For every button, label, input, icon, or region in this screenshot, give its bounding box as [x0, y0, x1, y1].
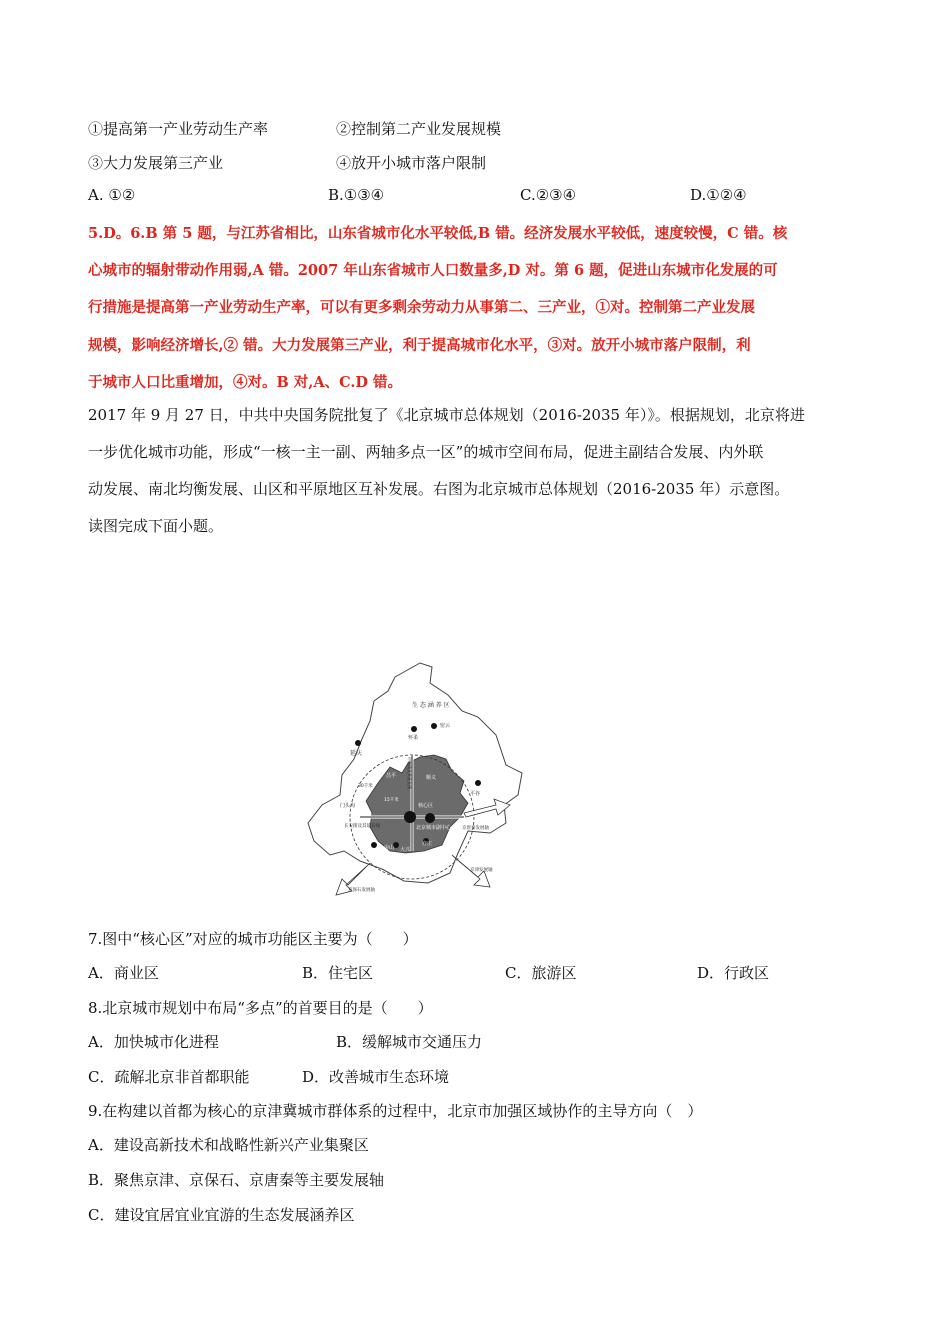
- answer-line-5: 于城市人口比重增加，④对。B 对,A、C.D 错。: [88, 374, 403, 391]
- label-changping: 昌平: [386, 773, 397, 779]
- q9-stem: 9.在构建以首都为核心的京津冀城市群体系的过程中，北京市加强区域协作的主导方向（ ）: [88, 1102, 703, 1120]
- label-jt-axis: 京唐秦发展轴: [462, 826, 489, 831]
- label-ew-axis: 长安街及其延长线: [344, 824, 380, 829]
- label-huairou: 怀柔: [408, 735, 419, 741]
- q8-stem: 8.北京城市规划中布局“多点”的首要目的是（ ）: [88, 999, 433, 1017]
- beijing-plan-map: [300, 655, 530, 905]
- q8-option-d: D．改善城市生态环境: [302, 1068, 450, 1086]
- q6-item-1: ①提高第一产业劳动生产率: [88, 120, 269, 138]
- q9-option-c: C．建设宜居宜业宜游的生态发展涵养区: [88, 1206, 355, 1224]
- core-dot: [404, 811, 416, 823]
- label-eco-area: 生 态 涵 养 区: [412, 702, 450, 709]
- q8-option-b: B．缓解城市交通压力: [336, 1033, 483, 1051]
- answer-line-4: 规模，影响经济增长,② 错。大力发展第三产业，利于提高城市化水平，③对。放开小城市落户限制，利: [88, 337, 751, 354]
- q7-option-b: B．住宅区: [302, 964, 374, 982]
- q9-option-a: A．建设高新技术和战略性新兴产业集聚区: [88, 1136, 369, 1154]
- q6-item-2: ②控制第二产业发展规模: [336, 120, 502, 138]
- answer-line-3: 行措施是提高第一产业劳动生产率，可以有更多剩余劳动力从事第二、三产业，①对。控制第二产业发展: [88, 299, 755, 316]
- q7-option-a: A．商业区: [88, 964, 159, 982]
- label-tongzhou: 北京城市副中心: [416, 825, 452, 831]
- answer-line-2: 心城市的辐射带动作用弱,A 错。2007 年山东省城市人口数量多,D 对。第 6 题，促进山东城市化发展的可: [88, 262, 778, 279]
- intro-line-3: 动发展、南北均衡发展、山区和平原地区互补发展。右图为北京城市总体规划（2016-2035 年）示意图。: [88, 480, 790, 498]
- label-pinggu: 平谷: [470, 791, 481, 797]
- label-yanqing: 延庆: [350, 750, 363, 757]
- q9-option-b: B．聚焦京津、京保石、京唐秦等主要发展轴: [88, 1171, 385, 1189]
- label-yizhuang: 亦庄: [422, 841, 433, 847]
- q8-option-a: A．加快城市化进程: [88, 1033, 219, 1051]
- q6-option-d: D.①②④: [690, 186, 747, 204]
- label-jb-axis: 京保石发展轴: [348, 888, 375, 893]
- intro-line-4: 读图完成下面小题。: [88, 517, 224, 535]
- q8-option-c: C．疏解北京非首都职能: [88, 1068, 250, 1086]
- label-north-axis: 中轴线及其延长线: [407, 757, 412, 789]
- q6-item-3: ③大力发展第三产业: [88, 154, 224, 172]
- q7-option-c: C．旅游区: [505, 964, 577, 982]
- q7-stem: 7.图中“核心区”对应的城市功能区主要为（ ）: [88, 930, 418, 948]
- intro-line-1: 2017 年 9 月 27 日，中共中央国务院批复了《北京城市总体规划（2016-2035 年）》。根据规划，北京将进: [88, 406, 805, 424]
- label-shunyi: 顺义: [426, 775, 437, 781]
- label-fangshan: 房山: [384, 845, 395, 851]
- label-ring-15km: 15千米: [384, 798, 399, 803]
- q7-option-d: D．行政区: [697, 964, 770, 982]
- label-miyun: 密云: [440, 723, 451, 729]
- q6-option-b: B.①③④: [328, 186, 385, 204]
- label-mentougou: 门头沟: [340, 803, 356, 809]
- label-core: 核心区: [418, 803, 434, 809]
- q6-option-c: C.②③④: [520, 186, 577, 204]
- tongzhou-dot: [425, 813, 435, 823]
- answer-line-1: 5.D。6.B 第 5 题，与江苏省相比，山东省城市化水平较低,B 错。经济发展水平较低，速度较慢，C 错。核: [88, 225, 788, 242]
- label-jj-axis: 京津发展轴: [470, 868, 493, 873]
- intro-line-2: 一步优化城市功能，形成“一核一主一副、两轴多点一区”的城市空间布局，促进主副结合发展、内外联: [88, 443, 764, 461]
- q6-option-a: A. ①②: [88, 186, 136, 204]
- label-ring-30km: 30千米: [358, 784, 373, 789]
- label-daxing: 大兴: [400, 847, 411, 853]
- q6-item-4: ④放开小城市落户限制: [336, 154, 487, 172]
